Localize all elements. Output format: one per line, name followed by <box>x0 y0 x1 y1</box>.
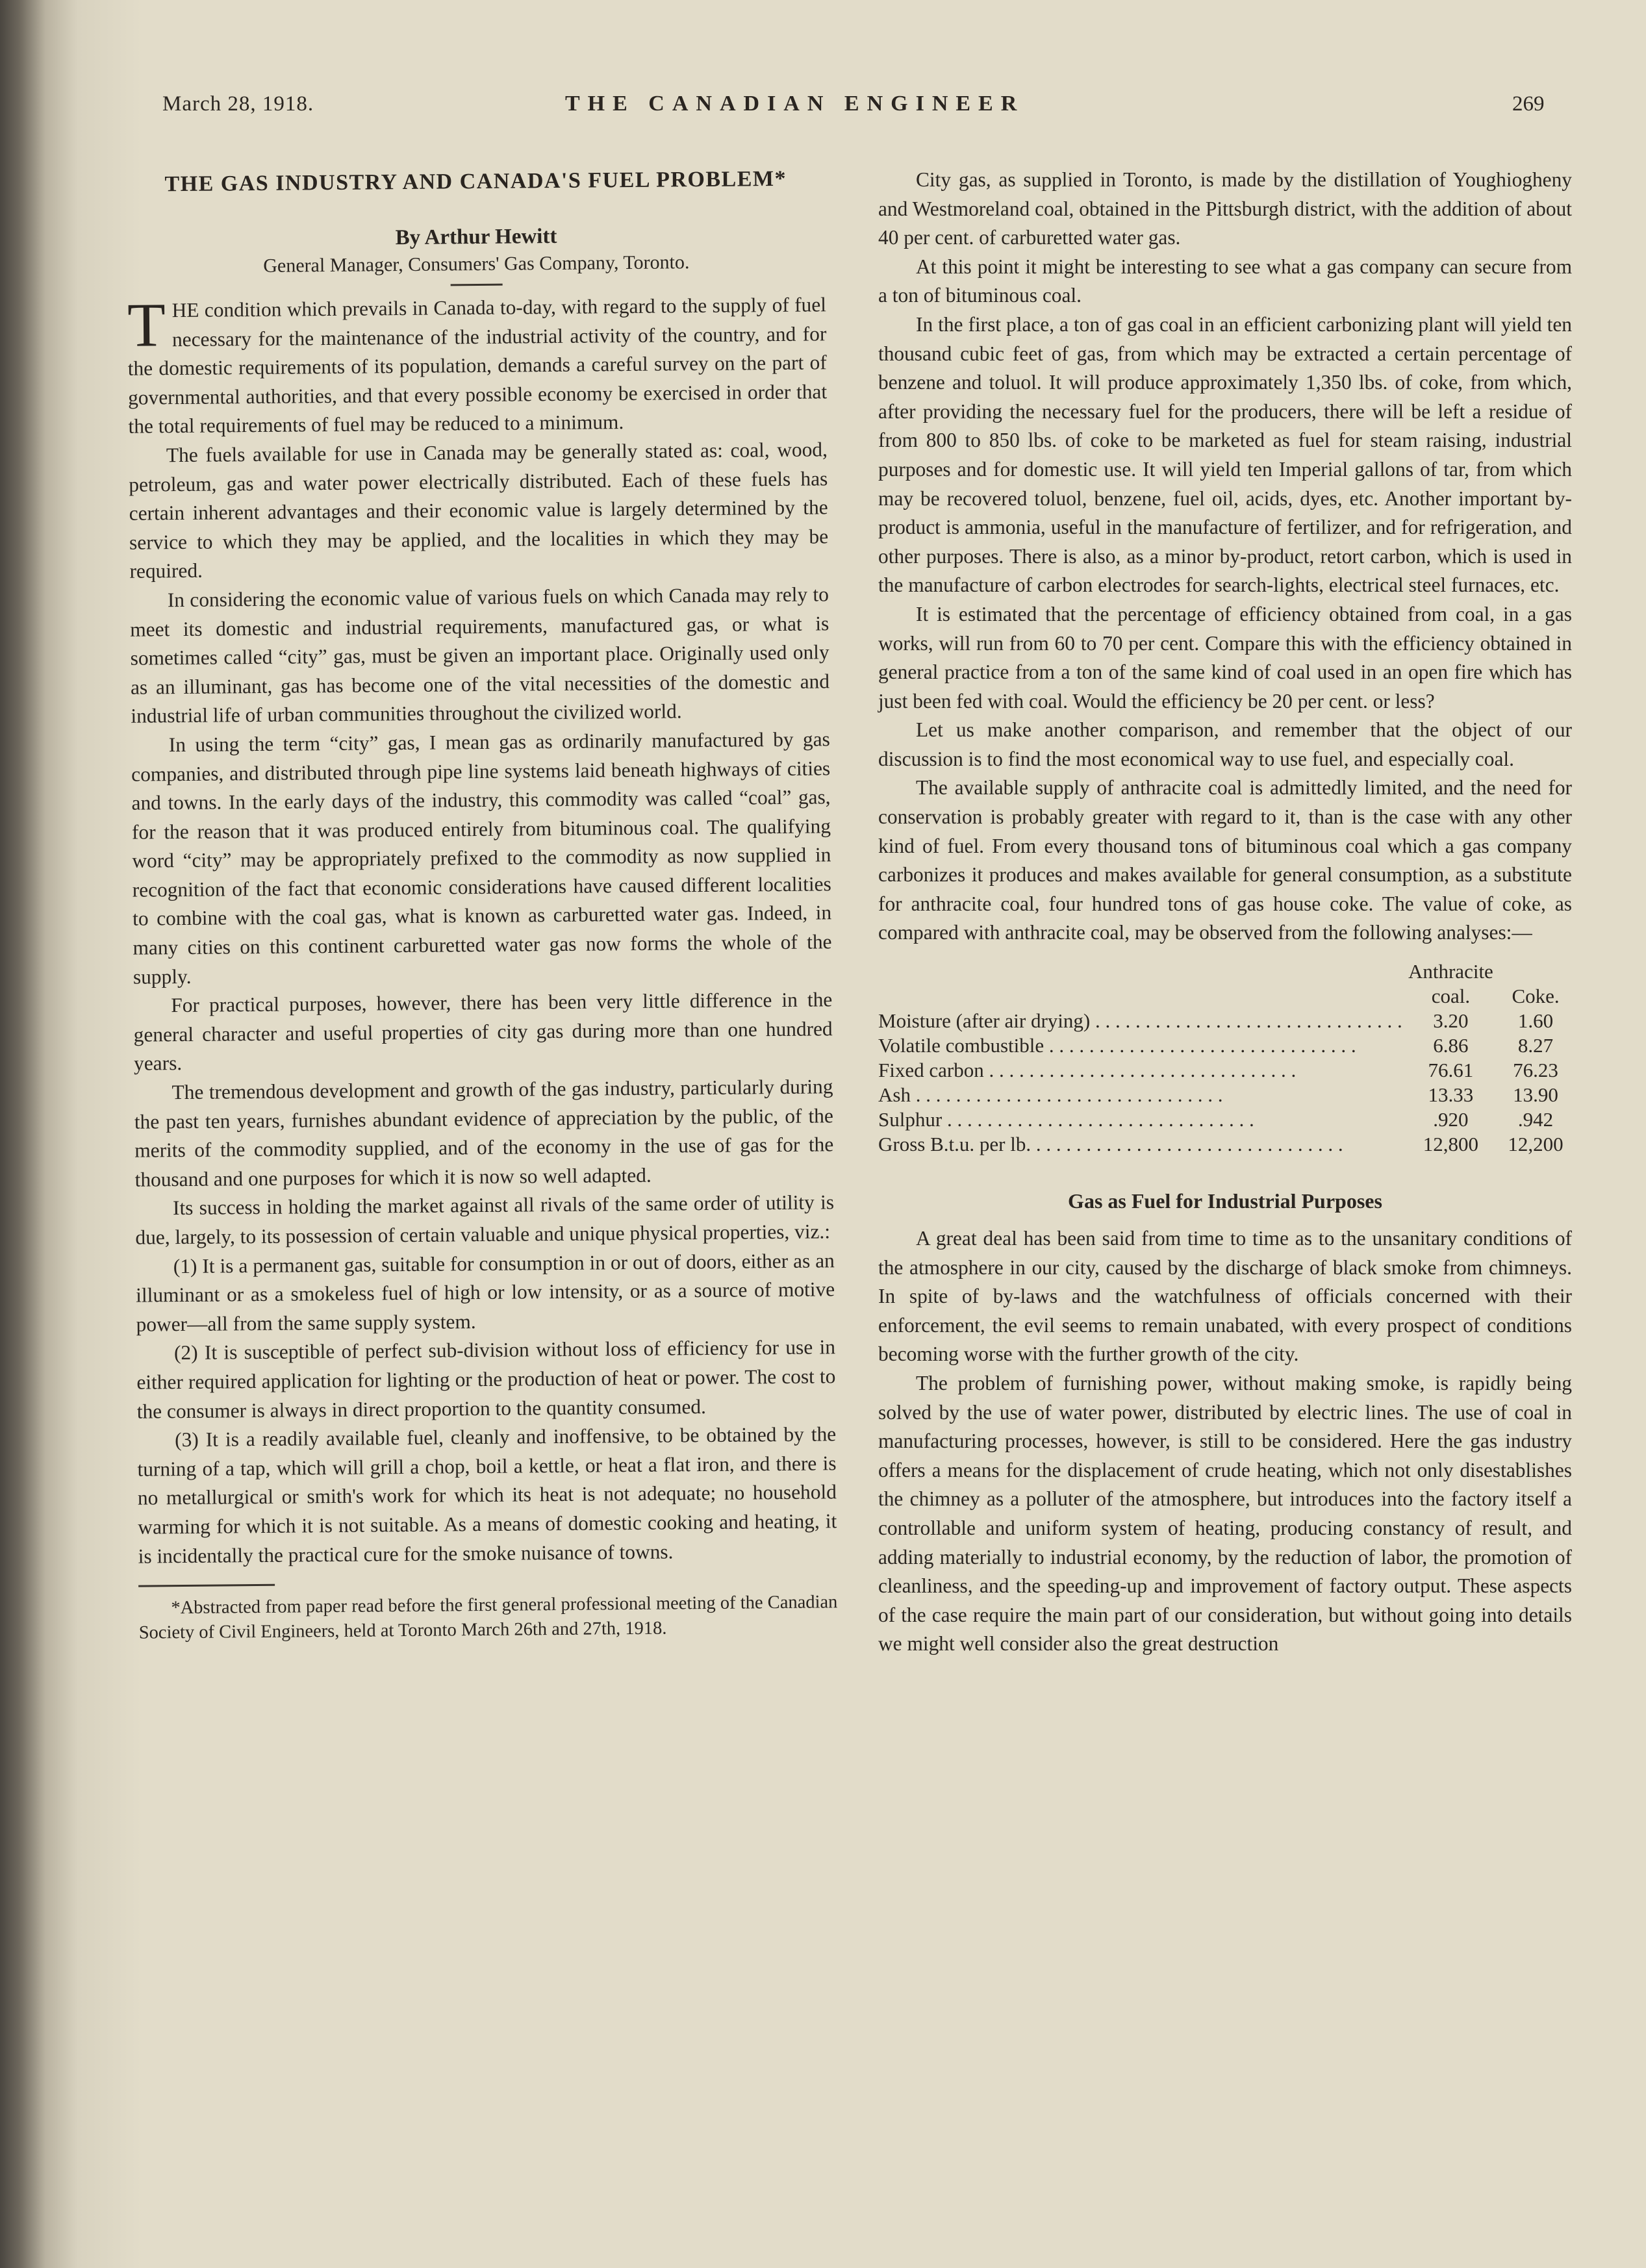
byline: By Arthur Hewitt <box>395 224 557 250</box>
anthracite-value: 6.86 <box>1433 1034 1469 1057</box>
table-header-blank <box>878 959 1402 1009</box>
row-label: Fixed carbon . . . <box>878 1058 1402 1083</box>
table-row <box>878 1132 1572 1157</box>
table-row <box>878 1058 1572 1083</box>
section-heading: Gas as Fuel for Industrial Purposes <box>1068 1189 1382 1213</box>
coke-value: 1.60 <box>1517 1009 1554 1033</box>
footnote-divider <box>138 1584 275 1587</box>
paragraph: It is estimated that the percentage of efficiency obtained from coal, in a gas works, will run from 60 to 70 per cent. Compare this with the efficiency obtained in general practice from a ton of the same kind of coal used in an open fire which has just been fed with coal. Would the efficiency be 20 per cent. or less? <box>878 602 1572 712</box>
row-label: Ash . . . <box>878 1083 1402 1107</box>
coke-value: 76.23 <box>1513 1059 1558 1082</box>
paragraph: Its success in holding the market against all rivals of the same order of utility is due, largely, to its possession of certain valuable and unique physical properties, viz.: <box>135 1191 835 1249</box>
title-divider <box>451 284 503 286</box>
anthracite-value: .920 <box>1433 1108 1469 1131</box>
table-header-row <box>878 959 1572 1009</box>
footnote: *Abstracted from paper read before the first general professional meeting of the Canadian Society of Civil Engineers, held at Toronto March 26th and 27th, 1918. <box>138 1592 838 1643</box>
anthracite-value: 76.61 <box>1428 1059 1474 1082</box>
row-label: Moisture (after air drying) . . . <box>878 1009 1402 1033</box>
anthracite-value: 12,800 <box>1423 1133 1479 1156</box>
anthracite-value: 3.20 <box>1433 1009 1469 1033</box>
paragraph: A great deal has been said from time to time as to the unsanitary conditions of the atmosphere in our city, caused by the discharge of black smoke from chimneys. In spite of by-laws and the watchfulness of officials concerned with their enforcement, the evil seems to remain unabated, with every prospect of conditions becoming worse with the further growth of the city. <box>878 1227 1572 1366</box>
table-row <box>878 1009 1572 1033</box>
paragraph: City gas, as supplied in Toronto, is made by the distillation of Youghiogheny and Westmoreland coal, obtained in the Pittsburgh district, with the addition of about 40 per cent. of carburetted water gas. <box>878 168 1572 249</box>
left-column <box>126 162 838 1645</box>
row-label: Volatile combustible . . . <box>878 1033 1402 1058</box>
paragraph: (2) It is susceptible of perfect sub-division without loss of efficiency for use in either required application for lighting or the production of heat or power. The cost to the consumer is always in direct proportion to the quantity consumed. <box>136 1335 836 1423</box>
table-row <box>878 1107 1572 1132</box>
coke-value: .942 <box>1517 1108 1554 1131</box>
journal-title: THE CANADIAN ENGINEER <box>565 92 1025 116</box>
article-title: THE GAS INDUSTRY AND CANADA'S FUEL PROBLEM* <box>164 166 787 197</box>
issue-date: March 28, 1918. <box>162 92 314 116</box>
paragraph: The fuels available for use in Canada may be generally stated as: coal, wood, petroleum, gas and water power electrically distributed. Each of these fuels has certain inherent advantages and their economic value is largely determined by the service to which they may be applied, and the localities in which they may be required. <box>129 438 829 583</box>
paragraph: For practical purposes, however, there has been very little difference in the general character and useful properties of city gas during more than one hundred years. <box>133 988 833 1076</box>
coke-value: 12,200 <box>1508 1133 1564 1156</box>
paragraph: The available supply of anthracite coal is admittedly limited, and the need for conservation is probably greater with regard to it, than is the case with any other kind of fuel. From every thousand tons of bituminous coal which a gas company carbonizes it produces and makes available for general consumption, as a substitute for anthracite coal, four hundred tons of gas house coke. The value of coke, as compared with anthracite coal, may be observed from the following analyses:— <box>878 776 1572 944</box>
author-affiliation: General Manager, Consumers' Gas Company, Toronto. <box>263 251 690 277</box>
right-column <box>878 166 1572 1659</box>
table-row <box>878 1083 1572 1107</box>
table-row <box>878 1033 1572 1058</box>
column-header-anthracite: Anthracite coal. <box>1408 960 1493 1008</box>
paragraph: The problem of furnishing power, without making smoke, is rapidly being solved by the use of water power, distributed by electric lines. The use of coal in manufacturing processes, however, is still to be considered. Here the gas industry offers a means for the displacement of crude heating, which not only disestablishes the chimney as a polluter of the atmosphere, but introduces into the factory itself a controllable and uniform system of heating, producing constancy of result, and adding materially to industrial economy, by the reduction of labor, the promotion of cleanliness, and the speeding-up and improvement of factory output. These aspects of the case require the main part of our consideration, but without going into details we might well consider also the great destruction <box>878 1372 1572 1656</box>
paragraph: In using the term “city” gas, I mean gas as ordinarily manufactured by gas companies, and distributed through pipe line systems laid beneath highways of cities and towns. In the early days of the industry, this commodity was called “coal” gas, for the reason that it was produced entirely from bituminous coal. The qualifying word “city” may be appropriately prefixed to the commodity as now supplied in recognition of the fact that economic considerations have caused different localities to combine with the coal gas, what is known as carburetted water gas. Indeed, in many cities on this continent carburetted water gas now forms the whole of the supply. <box>131 727 832 989</box>
row-label: Gross B.t.u. per lb. . . . <box>878 1132 1402 1157</box>
coke-value: 8.27 <box>1517 1034 1554 1057</box>
paragraph: Let us make another comparison, and remember that the object of our discussion is to find the most economical way to use fuel, and especially coal. <box>878 718 1572 770</box>
paragraph: In the first place, a ton of gas coal in an efficient carbonizing plant will yield ten thousand cubic feet of gas, from which may be extracted a certain percentage of benzene and toluol. It will produce approximately 1,350 lbs. of coke, from which, after providing the necessary fuel for the producers, there will be left a residue of from 800 to 850 lbs. of coke to be marketed as fuel for steam raising, industrial purposes and for domestic use. It will yield ten Imperial gallons of tar, from which may be recovered toluol, benzene, fuel oil, acids, dyes, etc. Another important by-product is ammonia, useful in the manufacture of fertilizer, and for refrigeration, and other purposes. There is also, as a minor by-product, retort carbon, which is used in the manufacture of carbon electrodes for search-lights, electrical steel furnaces, etc. <box>878 312 1572 597</box>
paragraph: The tremendous development and growth of the gas industry, particularly during the past ten years, furnishes abundant evidence of appreciation by the public, of the merits of the commodity supplied, and of the economy in the use of gas for the thousand and one purposes for which it is now so well adapted. <box>134 1075 834 1191</box>
paragraph <box>127 290 828 441</box>
row-label: Sulphur . . . <box>878 1107 1402 1132</box>
column-header-coke: Coke. <box>1512 985 1560 1008</box>
drop-cap: T <box>127 290 166 360</box>
paragraph: At this point it might be interesting to see what a gas company can secure from a ton of bituminous coal. <box>878 255 1572 307</box>
paragraph: In considering the economic value of various fuels on which Canada may rely to meet its domestic and industrial requirements, manufactured gas, or what is sometimes called “city” gas, must be given an important place. Originally used only as an illuminant, gas has become one of the vital necessities of the domestic and industrial life of urban communities throughout the civilized world. <box>130 583 830 728</box>
analysis-table <box>878 959 1572 1157</box>
paragraph-text: HE condition which prevails in Canada to-day, with regard to the supply of fuel necessary for the maintenance of the industrial activity of the country, and for the domestic requirements of its population, demands a careful survey on the part of governmental authorities, and that every possible economy be exercised in order that the total requirements of fuel may be reduced to a minimum. <box>127 293 828 438</box>
coke-value: 13.90 <box>1513 1083 1558 1107</box>
page-number: 269 <box>1512 92 1545 116</box>
anthracite-value: 13.33 <box>1428 1083 1474 1107</box>
paragraph: (3) It is a readily available fuel, cleanly and inoffensive, to be obtained by the turning of a tap, which will grill a chop, boil a kettle, or heat a flat iron, and there is no metallurgical or smith's work for which its heat is not adequate; no household warming for which it is not suitable. As a means of domestic cooking and heating, it is incidentally the practical cure for the smoke nuisance of towns. <box>137 1422 837 1568</box>
paragraph: (1) It is a permanent gas, suitable for consumption in or out of doors, either as an illuminant or as a smokeless fuel of high or low intensity, or as a source of motive power—all from the same supply system. <box>136 1248 835 1336</box>
